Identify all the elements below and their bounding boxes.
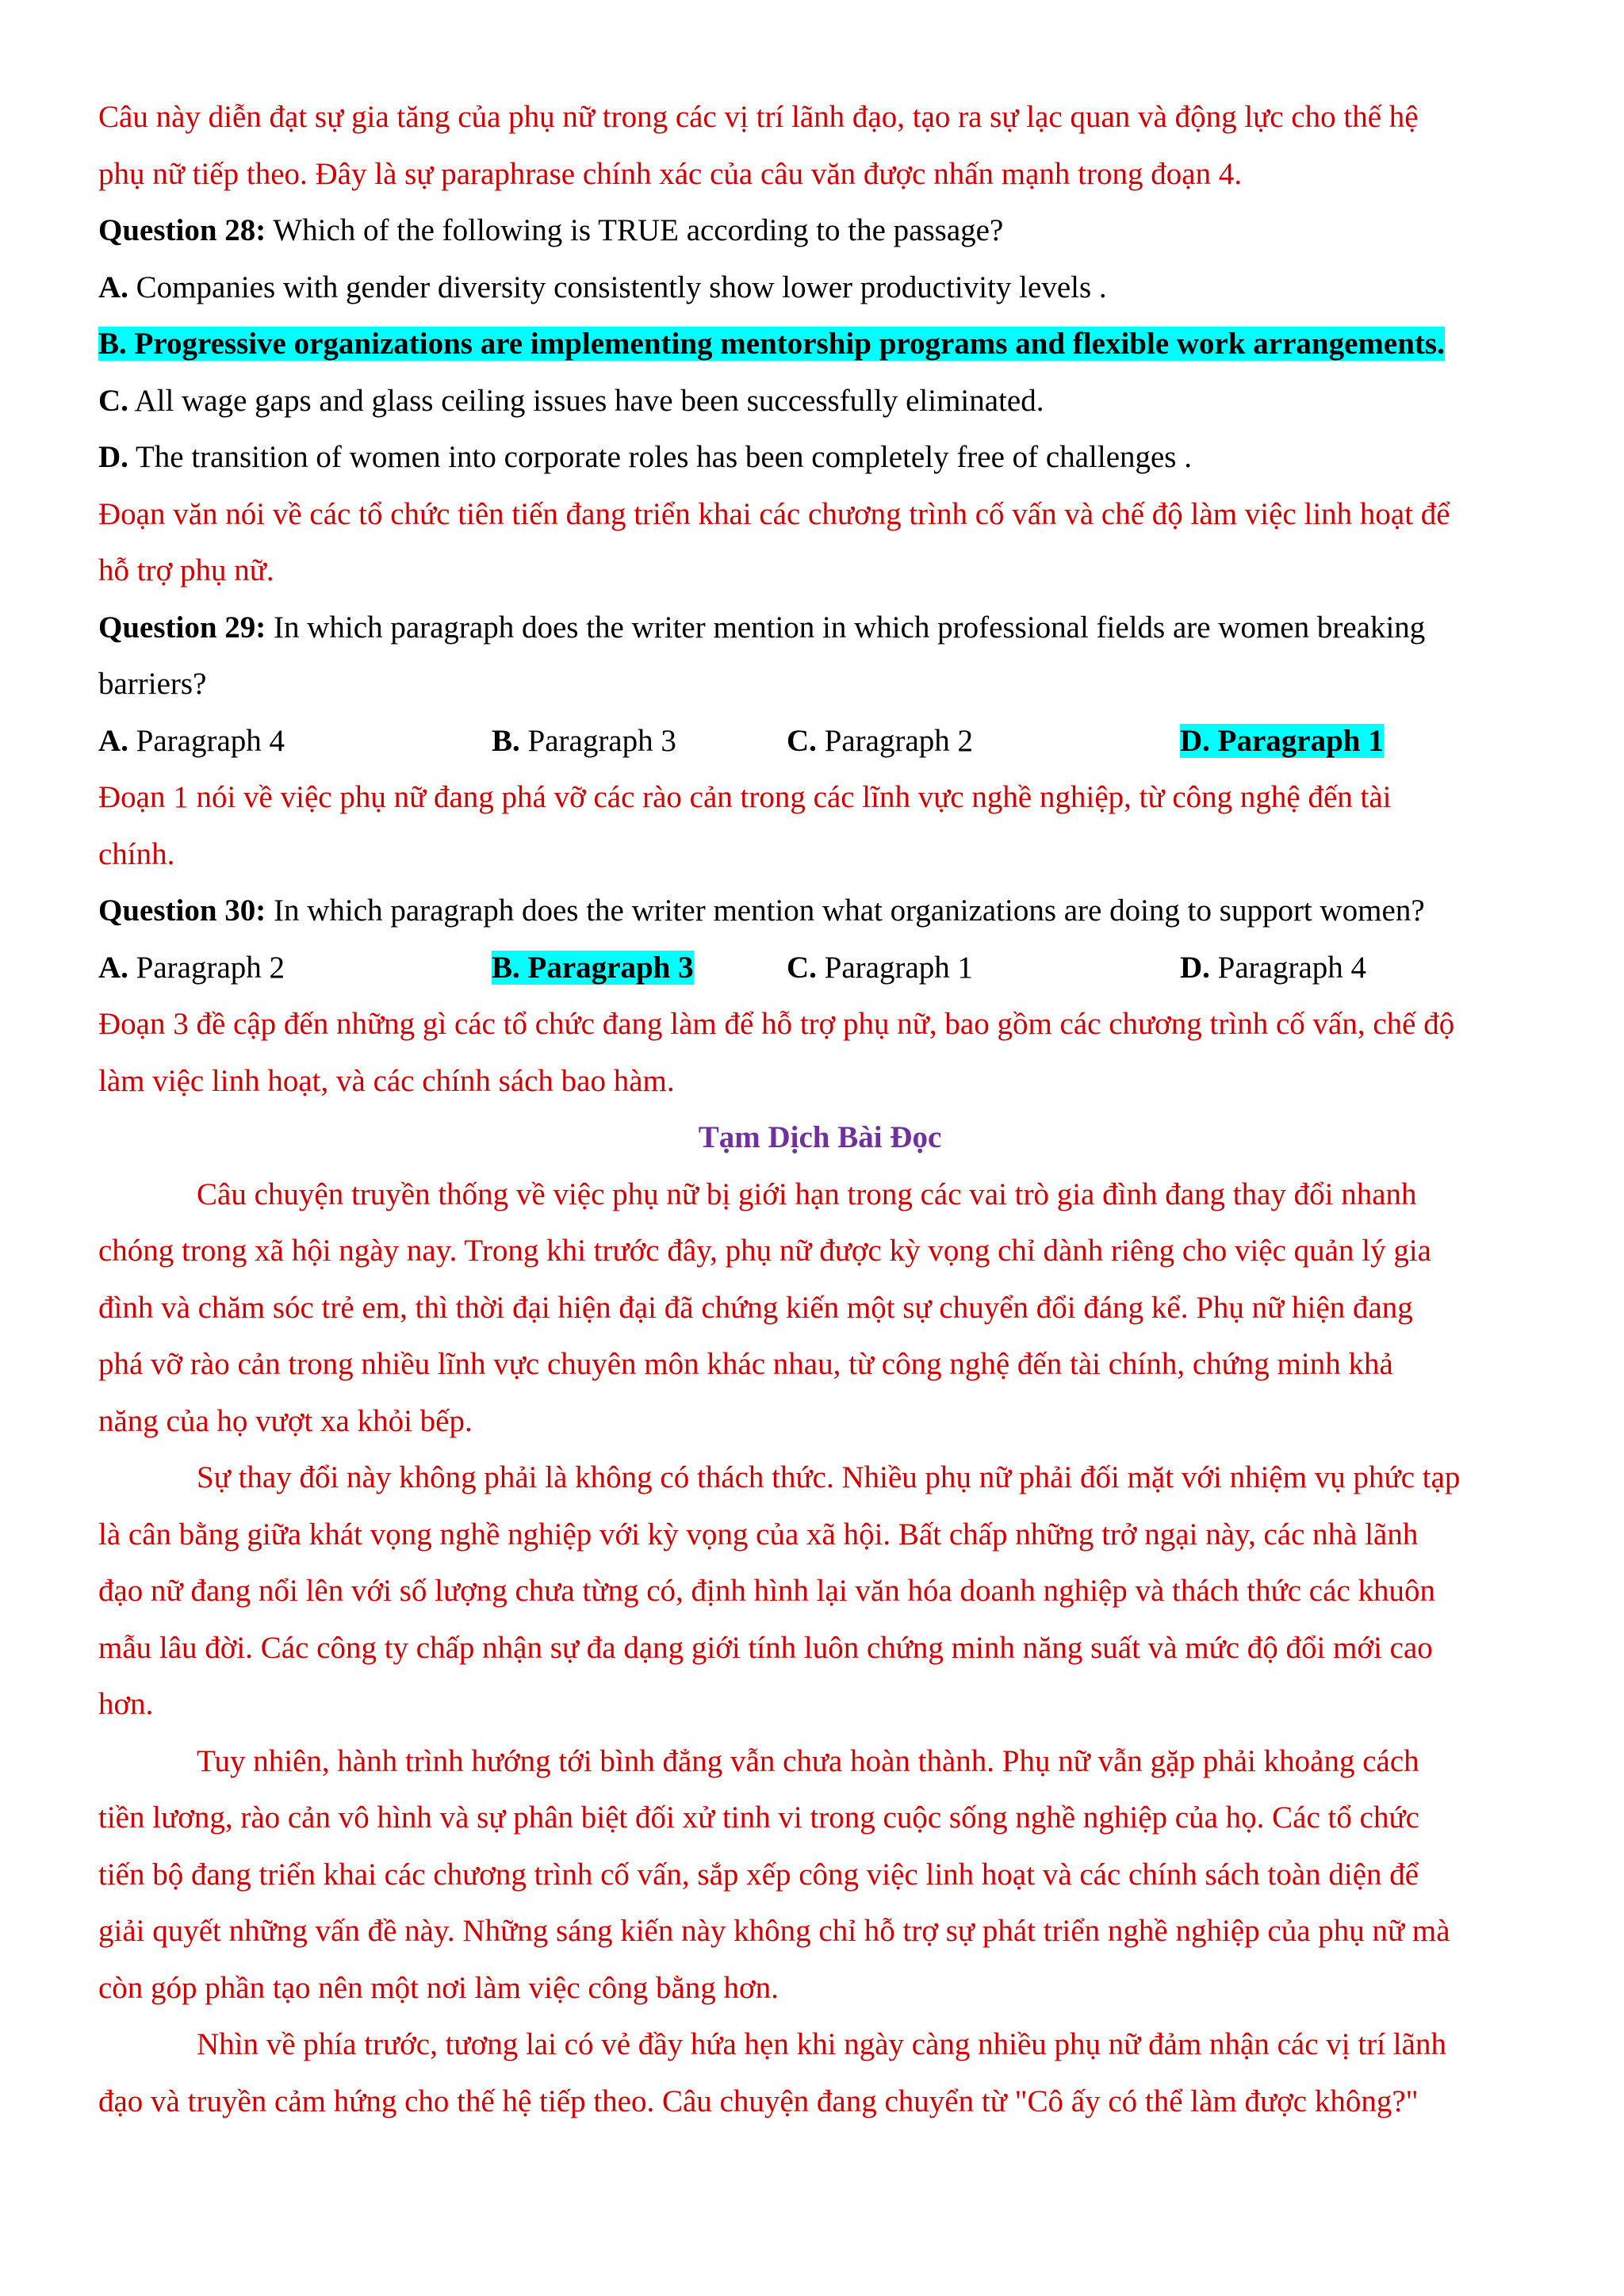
q30-option-b-correct <box>492 939 787 997</box>
question-29 <box>98 599 1542 656</box>
q29-options-row <box>98 713 1542 770</box>
translation-p1-line: phá vỡ rào cản trong nhiều lĩnh vực chuyên môn khác nhau, từ công nghệ đến tài chính, chứng minh khả <box>98 1347 1393 1381</box>
q28-explanation-line-1: Đoạn văn nói về các tổ chức tiên tiến đang triển khai các chương trình cố vấn và chế độ làm việc linh hoạt để <box>98 496 1450 531</box>
translation-p3-line: tiến bộ đang triển khai các chương trình cố vấn, sắp xếp công việc linh hoạt và các chính sách toàn diện để <box>98 1857 1419 1892</box>
option-text: Companies with gender diversity consistently show lower productivity levels . <box>128 270 1107 304</box>
question-label: Question 28: <box>98 213 266 247</box>
translation-p1-line: Câu chuyện truyền thống về việc phụ nữ bị giới hạn trong các vai trò gia đình đang thay đổi nhanh <box>197 1177 1417 1211</box>
option-letter: D. <box>98 440 128 474</box>
q29-explanation-line-1: Đoạn 1 nói về việc phụ nữ đang phá vỡ các rào cản trong các lĩnh vực nghề nghiệp, từ công nghệ đến tài <box>98 780 1392 814</box>
translation-p2-line: đạo nữ đang nổi lên với số lượng chưa từng có, định hình lại văn hóa doanh nghiệp và thách thức các khuôn <box>98 1574 1435 1608</box>
option-letter: A. <box>98 950 128 985</box>
correct-answer-highlight: B. Progressive organizations are implementing mentorship programs and flexible work arrangements. <box>98 327 1445 361</box>
option-letter: C. <box>98 383 128 418</box>
translation-title: Tạm Dịch Bài Đọc <box>698 1120 942 1154</box>
option-text: Paragraph 1 <box>816 950 974 985</box>
intro-line-2: phụ nữ tiếp theo. Đây là sự paraphrase chính xác của câu văn được nhấn mạnh trong đoạn 4. <box>98 156 1243 191</box>
question-30 <box>98 882 1542 939</box>
option-text: Paragraph 2 <box>816 723 974 758</box>
correct-answer-highlight: D. Paragraph 1 <box>1180 723 1384 758</box>
option-letter: A. <box>98 270 128 304</box>
translation-p1-line: đình và chăm sóc trẻ em, thì thời đại hiện đại đã chứng kiến một sự chuyển đổi đáng kể. Phụ nữ hiện đang <box>98 1290 1413 1325</box>
q28-option-b-correct <box>98 316 1542 373</box>
q30-option-a <box>98 939 492 997</box>
translation-p2-line: là cân bằng giữa khát vọng nghề nghiệp với kỳ vọng của xã hội. Bất chấp những trở ngại này, các nhà lãnh <box>98 1517 1419 1552</box>
document-page <box>98 89 1542 2130</box>
option-text: Paragraph 4 <box>128 723 285 758</box>
translation-p1-line: năng của họ vượt xa khỏi bếp. <box>98 1403 473 1438</box>
translation-p3-line: giải quyết những vấn đề này. Những sáng kiến này không chỉ hỗ trợ sự phát triển nghề nghiệp của phụ nữ mà <box>98 1914 1450 1948</box>
question-text: In which paragraph does the writer mention what organizations are doing to support women? <box>266 894 1425 928</box>
q29-option-a <box>98 713 492 770</box>
option-letter: C. <box>787 723 817 758</box>
q29-option-b <box>492 713 787 770</box>
intro-line-1: Câu này diễn đạt sự gia tăng của phụ nữ trong các vị trí lãnh đạo, tạo ra sự lạc quan và động lực cho thế hệ <box>98 100 1419 134</box>
option-text: Paragraph 3 <box>519 723 676 758</box>
q30-explanation-line-2: làm việc linh hoạt, và các chính sách bao hàm. <box>98 1063 675 1098</box>
q30-option-c <box>787 939 1180 997</box>
question-text: Which of the following is TRUE according to the passage? <box>266 213 1004 247</box>
q30-options-row <box>98 939 1542 997</box>
q29-option-d-correct <box>1180 713 1384 770</box>
question-label: Question 30: <box>98 894 266 928</box>
option-letter: A. <box>98 723 128 758</box>
q30-option-d <box>1180 939 1366 997</box>
q30-explanation-line-1: Đoạn 3 đề cập đến những gì các tổ chức đang làm để hỗ trợ phụ nữ, bao gồm các chương trình cố vấn, chế độ <box>98 1007 1455 1041</box>
translation-p2-line: mẫu lâu đời. Các công ty chấp nhận sự đa dạng giới tính luôn chứng minh năng suất và mức độ đổi mới cao <box>98 1630 1433 1665</box>
option-text: The transition of women into corporate roles has been completely free of challenges . <box>128 440 1192 474</box>
translation-p1-line: chóng trong xã hội ngày nay. Trong khi trước đây, phụ nữ được kỳ vọng chỉ dành riêng cho việc quản lý gia <box>98 1234 1431 1268</box>
option-letter: D. <box>1180 950 1210 985</box>
translation-p2-line: Sự thay đổi này không phải là không có thách thức. Nhiều phụ nữ phải đối mặt với nhiệm vụ phức tạp <box>197 1460 1461 1494</box>
q28-option-c <box>98 373 1542 430</box>
translation-p2-line: hơn. <box>98 1687 154 1721</box>
q28-option-a <box>98 259 1542 316</box>
translation-p4-line: đạo và truyền cảm hứng cho thế hệ tiếp theo. Câu chuyện đang chuyển từ "Cô ấy có thể làm được không?" <box>98 2084 1419 2118</box>
translation-p3-line: còn góp phần tạo nên một nơi làm việc công bằng hơn. <box>98 1970 779 2005</box>
question-label: Question 29: <box>98 610 266 645</box>
translation-p4-line: Nhìn về phía trước, tương lai có vẻ đầy hứa hẹn khi ngày càng nhiều phụ nữ đảm nhận các vị trí lãnh <box>197 2027 1446 2061</box>
translation-p3-line: tiền lương, rào cản vô hình và sự phân biệt đối xử tinh vi trong cuộc sống nghề nghiệp của họ. Các tổ chức <box>98 1800 1419 1835</box>
option-text: Paragraph 4 <box>1209 950 1367 985</box>
q29-option-c <box>787 713 1180 770</box>
option-text: All wage gaps and glass ceiling issues have been successfully eliminated. <box>128 383 1044 418</box>
question-28 <box>98 202 1542 259</box>
q28-explanation-line-2: hỗ trợ phụ nữ. <box>98 553 274 587</box>
question-text: In which paragraph does the writer mention in which professional fields are women breaking <box>266 610 1426 645</box>
correct-answer-highlight: B. Paragraph 3 <box>492 950 694 985</box>
translation-p3-line: Tuy nhiên, hành trình hướng tới bình đẳng vẫn chưa hoàn thành. Phụ nữ vẫn gặp phải khoảng cách <box>197 1743 1419 1778</box>
option-letter: C. <box>787 950 817 985</box>
q28-option-d <box>98 429 1542 486</box>
q29-explanation-line-2: chính. <box>98 836 175 871</box>
option-text: Paragraph 2 <box>128 950 285 985</box>
question-29-continued: barriers? <box>98 667 207 701</box>
option-letter: B. <box>492 723 520 758</box>
